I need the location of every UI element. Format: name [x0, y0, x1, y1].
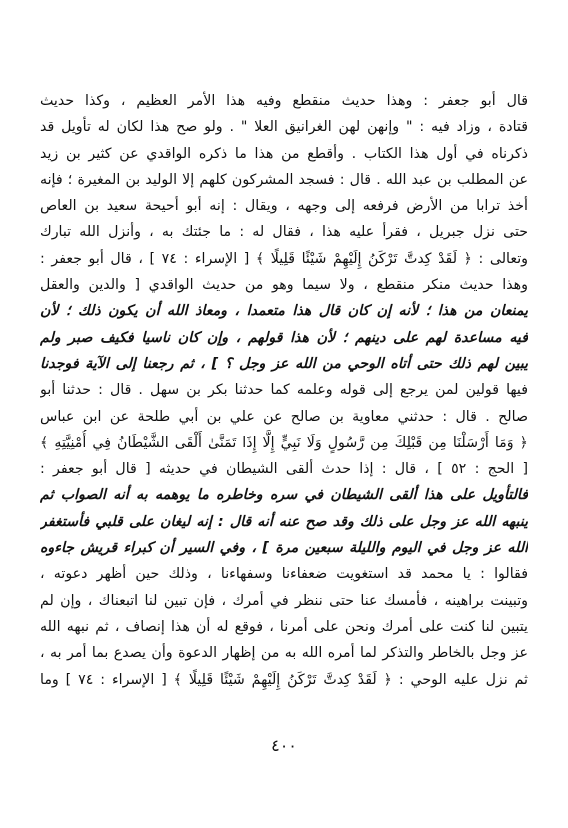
body-text [40, 88, 528, 693]
text-line-11: يبين لهم ذلك حتى أتاه الوحي من الله عز وجل ؟ ] ، ثم رجعنا إلى الآية فوجدنا [40, 355, 528, 372]
text-line-20: وتبينت براهينه ، فأمسك عنا حتى ننظر في أمرك ، فإن تبين لنا اتبعناك ، وإن لم [40, 592, 528, 609]
text-line-12: فيها قولين لمن يرجع إلى قوله وعلمه كما حدثنا بكر بن سهل . قال : حدثنا أبو [40, 382, 528, 399]
text-line-7: وتعالى : ﴿ لَقَدْ كِدتَّ تَرْكَنُ إِلَيْهِمْ شَيْئًا قَلِيلًا ﴾ [ الإسراء : ٧٤ ] ، قال أبو جعفر : [40, 250, 528, 267]
text-line-9: يمنعان من هذا ؛ لأنه إن كان قال هذا متعمدا ، ومعاذ الله أن يكون ذلك ؛ لأن [40, 303, 528, 320]
text-line-2: قتادة ، وزاد فيه : " وإنهن لهن الغرانيق العلا " . ولو صح هذا لكان له تأويل قد [40, 119, 528, 136]
text-line-4: عن المطلب بن عبد الله . قال : فسجد المشركون كلهم إلا الوليد بن المغيرة ؛ فإنه [40, 171, 528, 188]
text-line-14: ﴿ وَمَا أَرْسَلْنَا مِن قَبْلِكَ مِن رَّسُولٍ وَلَا نَبِيٍّ إِلَّا إِذَا تَمَنَّىٰ أَلْقَى الشَّيْطَانُ فِي أُمْنِيَّتِهِ ﴾ [40, 434, 528, 451]
text-line-19: فقالوا : يا محمد قد استغويت ضعفاءنا وسفهاءنا ، وذلك حين أظهر دعوته ، [40, 566, 528, 583]
text-line-22: عز وجل بالخاطر والتذكر لما أمره الله به من إظهار الدعوة وأن يصدع بما أمر به ، [40, 645, 528, 662]
text-line-1: قال أبو جعفر : وهذا حديث منقطع وفيه هذا الأمر العظيم ، وكذا حديث [40, 93, 528, 109]
text-line-18: الله عز وجل في اليوم والليلة سبعين مرة ] ، وفي السير أن كبراء قريش جاءوه [40, 540, 528, 557]
text-line-5: أخذ ترابا من الأرض فرفعه إلى وجهه ، ويقال : إنه أبو أحيحة سعيد بن العاص [40, 198, 528, 215]
text-line-10: فيه مساعدة لهم على دينهم ؛ لأن هذا قولهم ، وإن كان ناسيا فكيف صبر ولم [40, 329, 528, 346]
text-line-13: صالح . قال : حدثني معاوية بن صالح عن علي بن أبي طلحة عن ابن عباس [40, 408, 528, 425]
text-line-16: فالتأويل على هذا ألقى الشيطان في سره وخاطره ما يوهمه به أنه الصواب ثم [40, 487, 528, 504]
text-line-15: [ الحج : ٥٢ ] ، قال : إذا حدث ألقى الشيطان في حديثه [ قال أبو جعفر : [40, 461, 528, 478]
text-line-23: ثم نزل عليه الوحي : ﴿ لَقَدْ كِدتَّ تَرْكَنُ إِلَيْهِمْ شَيْئًا قَلِيلًا ﴾ [ الإسراء : ٧٤ ] وما [40, 671, 528, 688]
text-line-21: يتبين لنا كنت على أمرك ونحن على أمرنا ، فوقع له أن هذا إنصاف ، ثم نبهه الله [40, 618, 528, 635]
text-line-17: ينبهه الله عز وجل على ذلك وقد صح عنه أنه قال : إنه ليغان على قلبي فأستغفر [40, 513, 528, 530]
text-line-8: وهذا حديث منكر منقطع ، ولا سيما وهو من حديث الواقدي [ والدين والعقل [40, 277, 528, 294]
text-line-6: حتى نزل جبريل ، فقرأ عليه هذا ، فقال له : ما جئتك به ، وأنزل الله تبارك [40, 224, 528, 241]
text-line-3: ذكرناه في أول هذا الكتاب . وأقطع من هذا ما ذكره الواقدي عن كثير بن زيد [40, 145, 528, 162]
page-number: ٤٠٠ [271, 736, 297, 755]
